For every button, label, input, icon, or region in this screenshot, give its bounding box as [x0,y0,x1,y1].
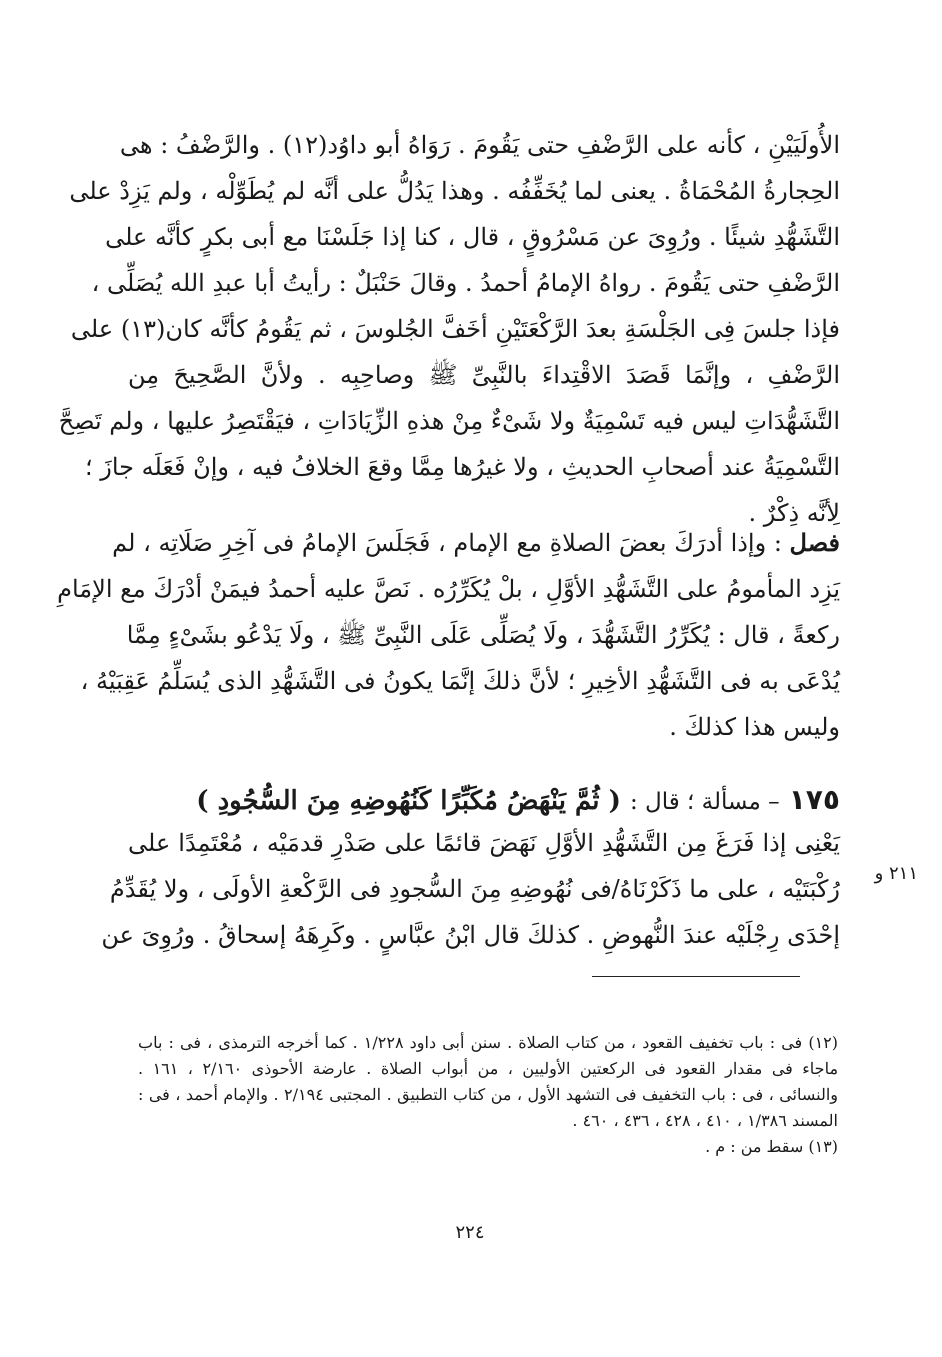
text-line: إحْدَى رِجْلَيْه عندَ النُّهوضِ . كذلكَ قال ابْنُ عبَّاسٍ . وكَرِهَهُ إسحاقُ . ورُوِىَ عن [101,921,840,949]
text-line: الأُولَيَيْنِ ، كأنه على الرَّضْفِ حتى يَقُومَ . رَوَاهُ أبو داوُد(١٢) . والرَّضْفُ : هى [119,131,840,159]
manuscript-folio-note: ٢١١ و [874,863,918,884]
text-line: التَّشَهُّدِ شيئًا . ورُوِىَ عن مَسْرُوقٍ ، قال ، كنا إذا جَلَسْنَا مع أبى بكرٍ كأنَّه على [105,223,840,251]
text-line: الحِجارةُ المُحْمَاةُ . يعنى لما يُخَفِّفُه . وهذا يَدُلُّ على أنَّه لم يُطَوِّلْه ، ولم يَزِدْ على [69,177,840,205]
footnote-line: (١٢) فى : باب تخفيف القعود ، من كتاب الصلاة . سنن أبى داود ١/٢٢٨ . كما أخرجه الترمذى ، فى : باب [138,1033,839,1052]
text-line: ركعةً ، قال : يُكَرِّرُ التَّشَهُّدَ ، ولَا يُصَلِّى عَلَى النَّبِىِّ ﷺ ، ولَا يَدْعُو بشَىْءٍ مِمَّا [126,621,840,649]
text-line: يُدْعَى به فى التَّشَهُّدِ الأخِيرِ ؛ لأنَّ ذلكَ إنَّمَا يكونُ فى التَّشَهُّدِ الذى يُسَلِّمُ عَقِبَيْهُ ، [80,667,840,695]
text-line: فإذا جلسَ فِى الجَلْسَةِ بعدَ الرَّكْعَتَيْنِ أخَفَّ الجُلوسَ ، ثم يَقُومُ كأنَّه كان(١٣) على [70,315,840,343]
masala-label: – مسألة ؛ قال : [629,789,780,815]
text-line: الرَّضْفِ حتى يَقُومَ . رواهُ الإمامُ أحمدُ . وقالَ حَنْبَلٌ : رأيتُ أبا عبدِ الله يُصَلِّى ، [91,269,840,297]
text-line [112,520,840,566]
footnote-line: المسند ١/٣٨٦ ، ٤١٠ ، ٤٢٨ ، ٤٣٦ ، ٤٦٠ . [572,1111,838,1130]
footnote-divider [592,976,800,977]
footnote-line: (١٣) سقط من : م . [705,1137,838,1156]
footnote-line: والنسائى ، فى : باب التخفيف فى التشهد الأول ، من كتاب التطبيق . المجتبى ٢/١٩٤ . والإمام أحمد ، فى : [138,1085,839,1104]
text-line: يَعْنِى إذا فَرَغَ مِن التَّشَهُّدِ الأوَّلِ نَهَضَ قائمًا على صَدْرِ قدمَيْه ، مُعْتَمِدًا على [128,829,840,857]
text-line: الرَّضْفِ ، وإنَّمَا قَصَدَ الاقْتِداءَ بالنَّبِىِّ ﷺ وصاحِبِه . ولأنَّ الصَّحِيحَ مِن [128,361,840,389]
text-line: التَّسْمِيَةُ عند أصحابِ الحديثِ ، ولا غيرُها مِمَّا وقعَ الخلافُ فيه ، وإنْ فَعَلَه جازَ ؛ [85,453,840,481]
masala-text: ( ثُمَّ يَنْهَضُ مُكَبِّرًا كَنُهُوضِهِ مِنَ السُّجُودِ ) [196,786,621,816]
masala-number: ١٧٥ [788,783,840,816]
text-line: وليس هذا كذلكَ . [669,713,840,741]
text-line: رُكْبَتَيْه ، على ما ذَكَرْنَاهُ/فى نُهُوضِهِ مِنَ السُّجودِ فى الرَّكْعةِ الأولَى ، ولا يُقَدِّمُ [109,875,840,903]
masala-heading [196,780,840,822]
footnote-line: ماجاء فى مقدار القعود فى الركعتين الأوليين ، من أبواب الصلاة . عارضة الأحوذى ٢/١٦٠ ، ١٦١ . [138,1059,839,1078]
text-line-rest: : وإذا أدرَكَ بعضَ الصلاةِ مع الإمام ، فَجَلَسَ الإمامُ فى آخِرِ صَلَاتِه ، لم [112,529,790,557]
paragraph-3 [101,820,840,958]
paragraph-2-fasl [57,520,840,750]
text-line: يَزِد المأمومُ على التَّشَهُّدِ الأوَّلِ ، بلْ يُكَرِّرُه . نَصَّ عليه أحمدُ فيمَنْ أدْرَكَ مع الإمَامِ [57,575,840,603]
text-line: لِأنَّه ذِكْرٌ . [748,499,840,527]
fasl-heading: فصل [789,528,840,557]
paragraph-1 [58,122,840,536]
footnotes [138,1030,838,1160]
page-number: ٢٢٤ [455,1222,485,1243]
text-line: التَّشَهُّدَاتِ ليس فيه تَسْمِيَةٌ ولا شَىْءٌ مِنْ هذهِ الزِّيَادَاتِ ، فيَقْتَصِرُ عليها ، ولم تَصِحَّ [58,407,840,435]
